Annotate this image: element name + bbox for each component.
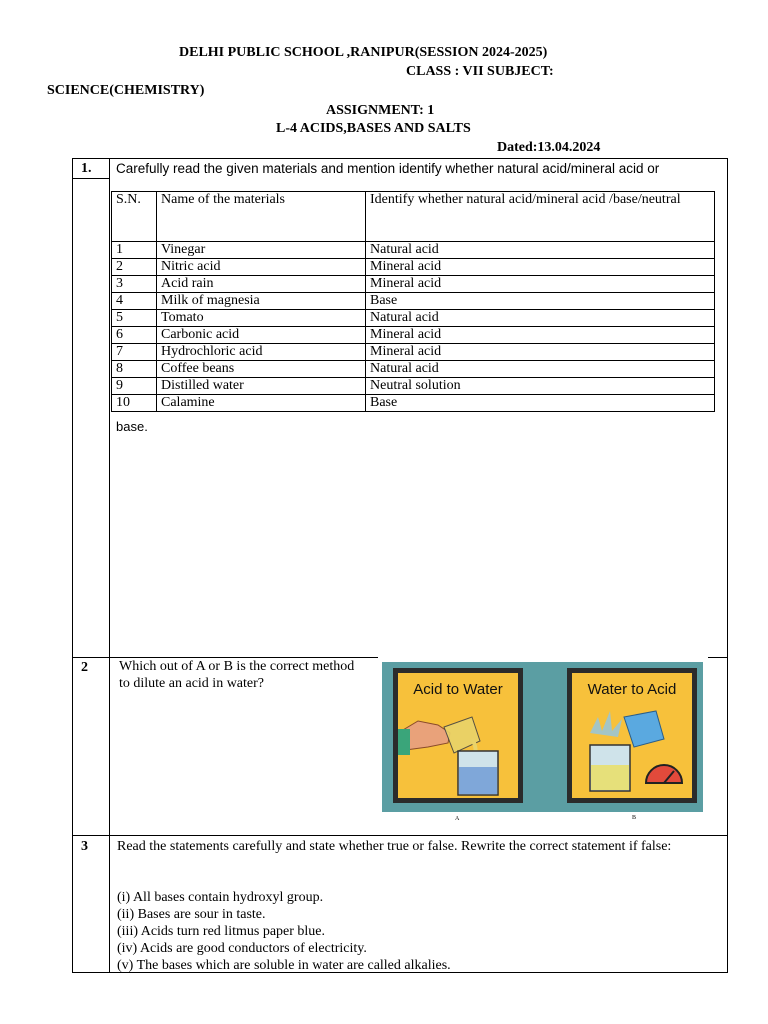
cell-classification: Mineral acid [366, 344, 715, 361]
statement-item: (ii) Bases are sour in taste. [117, 907, 266, 922]
cell-classification: Natural acid [366, 361, 715, 378]
water-to-acid-drawing [572, 703, 692, 798]
question-1-prompt: Carefully read the given materials and mention identify whether natural acid/mineral acid or [116, 161, 660, 176]
cell-material: Calamine [157, 395, 366, 412]
table-header-row [112, 192, 715, 242]
lesson-title: L-4 ACIDS,BASES AND SALTS [276, 121, 471, 136]
cell-sn: 10 [112, 395, 157, 412]
cell-sn: 3 [112, 276, 157, 293]
cell-material: Hydrochloric acid [157, 344, 366, 361]
question-number: 3 [81, 839, 88, 854]
table-row [112, 310, 715, 327]
table-row [112, 242, 715, 259]
statement-list [117, 889, 451, 974]
question-number: 1. [81, 161, 92, 176]
number-column-divider [109, 158, 110, 973]
cell-classification: Neutral solution [366, 378, 715, 395]
cell-classification: Natural acid [366, 310, 715, 327]
cell-classification: Mineral acid [366, 259, 715, 276]
question-number: 2 [81, 660, 88, 675]
date-label: Dated:13.04.2024 [497, 140, 601, 155]
table-row [112, 276, 715, 293]
question-2-prompt: Which out of A or B is the correct method to dilute an acid in water? [119, 659, 355, 691]
class-subject: CLASS : VII SUBJECT: [406, 64, 554, 79]
cell-sn: 6 [112, 327, 157, 344]
cell-material: Distilled water [157, 378, 366, 395]
subject-name: SCIENCE(CHEMISTRY) [47, 83, 205, 98]
statement-item: (v) The bases which are soluble in water are called alkalies. [117, 958, 451, 973]
panel-a-title: Acid to Water [413, 681, 503, 698]
cell-classification: Mineral acid [366, 327, 715, 344]
cell-sn: 4 [112, 293, 157, 310]
cell-sn: 9 [112, 378, 157, 395]
cell-material: Nitric acid [157, 259, 366, 276]
table-row [112, 378, 715, 395]
school-title: DELHI PUBLIC SCHOOL ,RANIPUR(SESSION 2024-2025) [179, 45, 548, 60]
panel-water-to-acid [567, 668, 697, 803]
label-a: A [455, 816, 460, 822]
header-identify: Identify whether natural acid/mineral acid /base/neutral [366, 192, 715, 242]
question-3-prompt: Read the statements carefully and state whether true or false. Rewrite the correct statement if false: [117, 839, 672, 854]
table-row [112, 327, 715, 344]
statement-item: (iv) Acids are good conductors of electricity. [117, 941, 367, 956]
panel-b-title: Water to Acid [587, 681, 677, 698]
statement-item: (i) All bases contain hydroxyl group. [117, 890, 324, 905]
acid-dilution-illustration [382, 662, 703, 812]
header-sn: S.N. [112, 192, 157, 242]
cell-sn: 7 [112, 344, 157, 361]
cell-material: Tomato [157, 310, 366, 327]
cell-material: Acid rain [157, 276, 366, 293]
cell-classification: Base [366, 293, 715, 310]
table-row [112, 259, 715, 276]
cell-classification: Natural acid [366, 242, 715, 259]
row-divider [72, 835, 728, 836]
panel-acid-to-water [393, 668, 523, 803]
cell-material: Coffee beans [157, 361, 366, 378]
table-row [112, 344, 715, 361]
assignment-title: ASSIGNMENT: 1 [326, 103, 435, 118]
cell-material: Milk of magnesia [157, 293, 366, 310]
cell-sn: 5 [112, 310, 157, 327]
cell-sn: 2 [112, 259, 157, 276]
materials-table [111, 191, 715, 412]
label-b: B [632, 815, 637, 821]
table-row [112, 361, 715, 378]
header-material: Name of the materials [157, 192, 366, 242]
question-1-prompt-end: base. [116, 419, 148, 434]
row-divider [708, 657, 728, 658]
statement-item: (iii) Acids turn red litmus paper blue. [117, 924, 326, 939]
table-row [112, 293, 715, 310]
row-divider [72, 178, 109, 179]
cell-classification: Base [366, 395, 715, 412]
acid-to-water-drawing [398, 703, 518, 798]
table-row [112, 395, 715, 412]
cell-classification: Mineral acid [366, 276, 715, 293]
cell-sn: 8 [112, 361, 157, 378]
cell-material: Vinegar [157, 242, 366, 259]
cell-material: Carbonic acid [157, 327, 366, 344]
cell-sn: 1 [112, 242, 157, 259]
